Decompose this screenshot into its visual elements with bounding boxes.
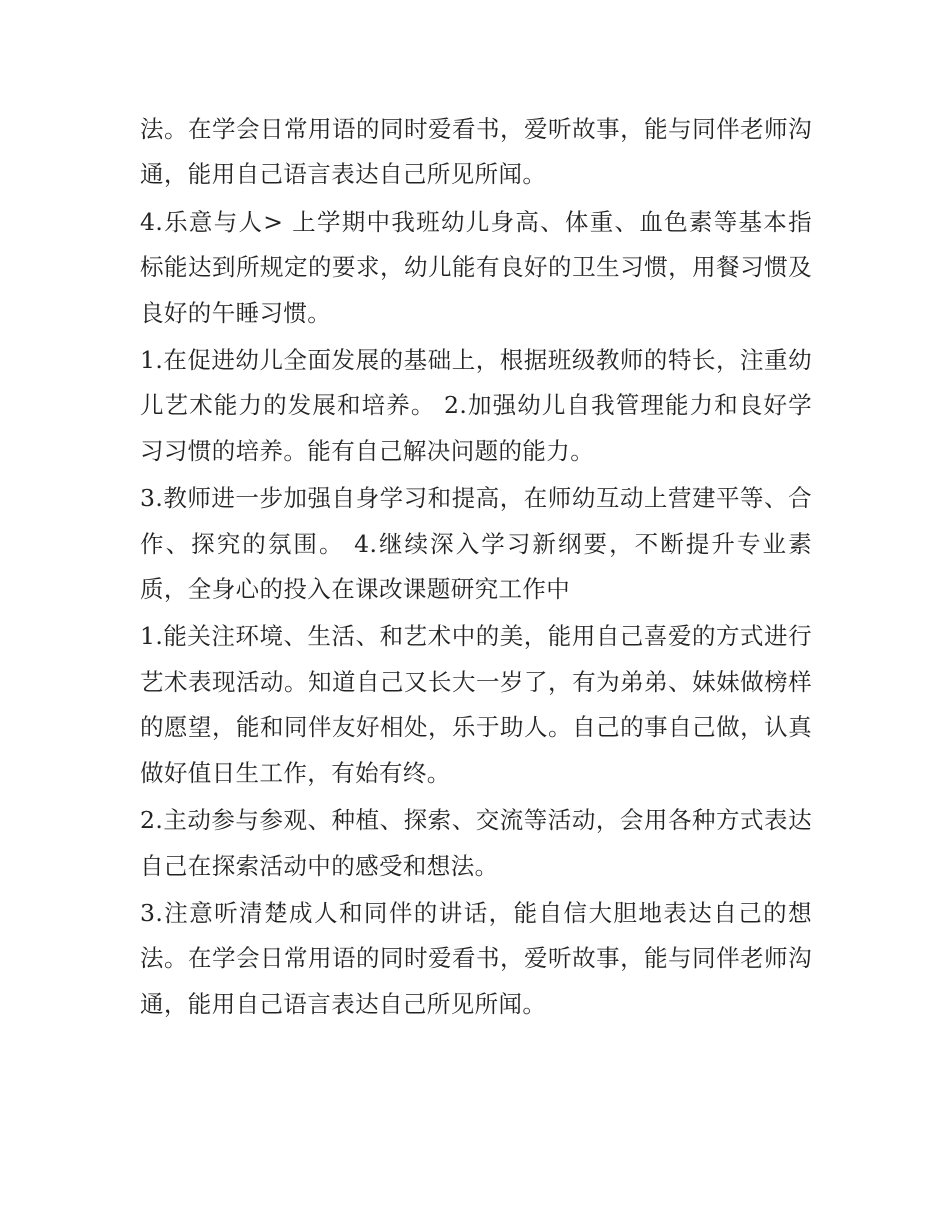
paragraph: 1.能关注环境、生活、和艺术中的美，能用自己喜爱的方式进行艺术表现活动。知道自己又长大一岁了，有为弟弟、妹妹做榜样的愿望，能和同伴友好相处，乐于助人。自己的事自己做，认真做好值日生工作，有始有终。 bbox=[140, 622, 812, 787]
paragraph: 4.乐意与人> 上学期中我班幼儿身高、体重、血色素等基本指标能达到所规定的要求，幼儿能有良好的卫生习惯，用餐习惯及良好的午睡习惯。 bbox=[140, 207, 812, 327]
paragraph: 3.注意听清楚成人和同伴的讲话，能自信大胆地表达自己的想法。在学会日常用语的同时爱看书，爱听故事，能与同伴老师沟通，能用自己语言表达自己所见所闻。 bbox=[140, 898, 812, 1018]
paragraph: 2.主动参与参观、种植、探索、交流等活动，会用各种方式表达自己在探索活动中的感受和想法。 bbox=[140, 806, 812, 880]
paragraph: 1.在促进幼儿全面发展的基础上，根据班级教师的特长，注重幼儿艺术能力的发展和培养。 2.加强幼儿自我管理能力和良好学习习惯的培养。能有自己解决问题的能力。 bbox=[140, 346, 812, 465]
paragraph: 3.教师进一步加强自身学习和提高，在师幼互动上营建平等、合作、探究的氛围。 4.继续深入学习新纲要，不断提升专业素质，全身心的投入在课改课题研究工作中 bbox=[140, 484, 812, 604]
paragraph: 法。在学会日常用语的同时爱看书，爱听故事，能与同伴老师沟通，能用自己语言表达自己所见所闻。 bbox=[140, 115, 812, 189]
document-body bbox=[140, 107, 812, 1029]
